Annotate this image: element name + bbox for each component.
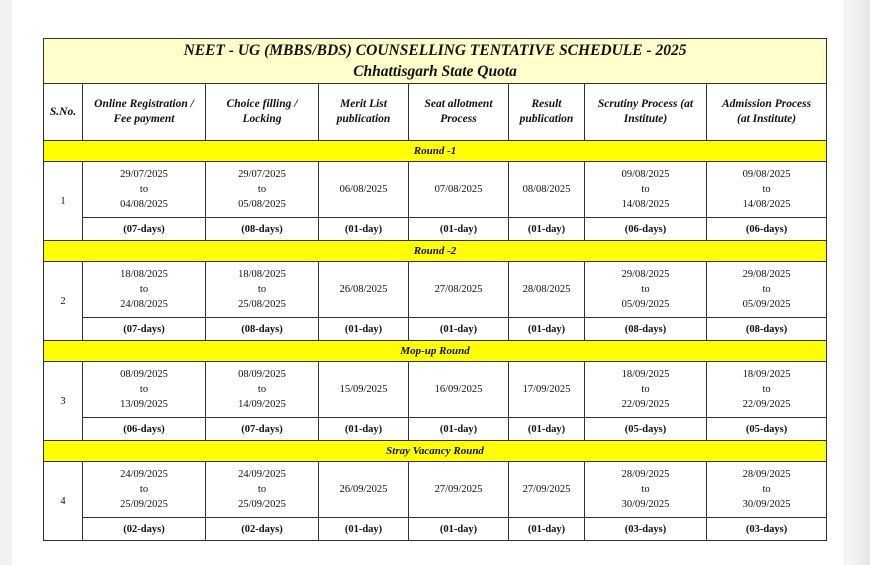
date-range-cell: [707, 362, 827, 418]
duration-cell: (08-days): [206, 218, 319, 241]
header-seat-allotment: Seat allotment Process: [409, 84, 509, 141]
date-range-cell: [585, 162, 707, 218]
duration-cell: (01-day): [319, 518, 409, 541]
serial-number: 3: [44, 362, 83, 441]
duration-cell: (07-days): [206, 418, 319, 441]
to-label: to: [257, 184, 267, 195]
duration-cell: (08-days): [585, 318, 707, 341]
duration-cell: (08-days): [707, 318, 827, 341]
start-date: 28/09/2025: [621, 469, 670, 480]
start-date: 24/09/2025: [120, 469, 168, 480]
date-range-cell: [206, 162, 319, 218]
duration-cell: (07-days): [83, 318, 206, 341]
duration-cell: (08-days): [206, 318, 319, 341]
to-label: to: [762, 184, 771, 195]
round-header-row: [44, 141, 827, 162]
allotment-date: 07/08/2025: [409, 162, 509, 218]
start-date: 29/07/2025: [120, 169, 168, 180]
serial-number: 1: [44, 162, 83, 241]
start-date: 18/08/2025: [120, 269, 168, 280]
duration-cell: (03-days): [585, 518, 707, 541]
to-label: to: [641, 284, 650, 295]
duration-cell: (02-days): [206, 518, 319, 541]
end-date: 25/08/2025: [238, 299, 286, 310]
end-date: 22/09/2025: [621, 399, 670, 410]
date-range-cell: [206, 362, 319, 418]
start-date: 28/09/2025: [742, 469, 791, 480]
end-date: 30/09/2025: [621, 499, 670, 510]
round-dates-row: [44, 162, 827, 218]
duration-cell: (01-day): [509, 418, 585, 441]
duration-cell: (07-days): [83, 218, 206, 241]
page-edge: [846, 0, 870, 565]
to-label: to: [762, 384, 771, 395]
allotment-date: 27/08/2025: [409, 262, 509, 318]
duration-cell: (06-days): [585, 218, 707, 241]
schedule-title: [44, 39, 827, 84]
start-date: 18/08/2025: [238, 269, 286, 280]
duration-cell: (01-day): [319, 218, 409, 241]
date-range-cell: [83, 262, 206, 318]
serial-number: 4: [44, 462, 83, 541]
to-label: to: [139, 284, 149, 295]
duration-cell: (05-days): [585, 418, 707, 441]
duration-cell: (01-day): [409, 318, 509, 341]
round-header-row: [44, 441, 827, 462]
date-range-cell: [585, 262, 707, 318]
header-result: Result publication: [509, 84, 585, 141]
to-label: to: [641, 384, 650, 395]
result-date: 27/09/2025: [509, 462, 585, 518]
to-label: to: [139, 484, 149, 495]
round-header-row: [44, 241, 827, 262]
title-line-1: NEET - UG (MBBS/BDS) COUNSELLING TENTATIVE SCHEDULE - 2025: [183, 42, 687, 59]
to-label: to: [762, 284, 771, 295]
round-duration-row: [44, 318, 827, 341]
date-range-cell: [707, 462, 827, 518]
schedule-table: [43, 38, 827, 541]
round-name: Stray Vacancy Round: [44, 441, 827, 462]
header-admission: Admission Process (at Institute): [707, 84, 827, 141]
end-date: 30/09/2025: [742, 499, 791, 510]
start-date: 24/09/2025: [238, 469, 286, 480]
duration-cell: (06-days): [83, 418, 206, 441]
round-duration-row: [44, 418, 827, 441]
duration-cell: (01-day): [409, 218, 509, 241]
end-date: 25/09/2025: [238, 499, 286, 510]
duration-cell: (01-day): [319, 318, 409, 341]
start-date: 09/08/2025: [621, 169, 670, 180]
start-date: 29/07/2025: [238, 169, 286, 180]
end-date: 14/09/2025: [238, 399, 286, 410]
duration-cell: (01-day): [509, 318, 585, 341]
start-date: 29/08/2025: [742, 269, 791, 280]
result-date: 28/08/2025: [509, 262, 585, 318]
header-merit-list: Merit List publication: [319, 84, 409, 141]
start-date: 18/09/2025: [621, 369, 670, 380]
merit-date: 26/09/2025: [319, 462, 409, 518]
date-range-cell: [83, 362, 206, 418]
merit-date: 15/09/2025: [319, 362, 409, 418]
start-date: 29/08/2025: [621, 269, 670, 280]
round-name: Round -1: [44, 141, 827, 162]
date-range-cell: [707, 162, 827, 218]
end-date: 14/08/2025: [621, 199, 670, 210]
round-header-row: [44, 341, 827, 362]
start-date: 18/09/2025: [742, 369, 791, 380]
to-label: to: [257, 384, 267, 395]
result-date: 17/09/2025: [509, 362, 585, 418]
end-date: 04/08/2025: [120, 199, 168, 210]
round-name: Round -2: [44, 241, 827, 262]
round-dates-row: [44, 462, 827, 518]
date-range-cell: [206, 262, 319, 318]
duration-cell: (05-days): [707, 418, 827, 441]
duration-cell: (02-days): [83, 518, 206, 541]
end-date: 05/09/2025: [621, 299, 670, 310]
allotment-date: 16/09/2025: [409, 362, 509, 418]
end-date: 25/09/2025: [120, 499, 168, 510]
to-label: to: [257, 284, 267, 295]
header-registration: Online Registration / Fee payment: [83, 84, 206, 141]
date-range-cell: [585, 362, 707, 418]
duration-cell: (01-day): [509, 218, 585, 241]
round-duration-row: [44, 518, 827, 541]
date-range-cell: [707, 262, 827, 318]
start-date: 09/08/2025: [742, 169, 791, 180]
duration-cell: (01-day): [409, 518, 509, 541]
to-label: to: [762, 484, 771, 495]
serial-number: 2: [44, 262, 83, 341]
round-dates-row: [44, 262, 827, 318]
start-date: 08/09/2025: [238, 369, 286, 380]
end-date: 14/08/2025: [742, 199, 791, 210]
to-label: to: [641, 484, 650, 495]
result-date: 08/08/2025: [509, 162, 585, 218]
header-row: [44, 84, 827, 141]
end-date: 22/09/2025: [742, 399, 791, 410]
allotment-date: 27/09/2025: [409, 462, 509, 518]
end-date: 24/08/2025: [120, 299, 168, 310]
round-duration-row: [44, 218, 827, 241]
duration-cell: (03-days): [707, 518, 827, 541]
date-range-cell: [83, 462, 206, 518]
to-label: to: [139, 384, 149, 395]
start-date: 08/09/2025: [120, 369, 168, 380]
duration-cell: (06-days): [707, 218, 827, 241]
to-label: to: [641, 184, 650, 195]
date-range-cell: [83, 162, 206, 218]
duration-cell: (01-day): [509, 518, 585, 541]
end-date: 05/09/2025: [742, 299, 791, 310]
header-choice-filling: Choice filling / Locking: [206, 84, 319, 141]
header-sno: S.No.: [44, 84, 83, 141]
end-date: 13/09/2025: [120, 399, 168, 410]
end-date: 05/08/2025: [238, 199, 286, 210]
date-range-cell: [206, 462, 319, 518]
merit-date: 26/08/2025: [319, 262, 409, 318]
to-label: to: [139, 184, 149, 195]
title-line-2: Chhattisgarh State Quota: [353, 63, 517, 80]
header-scrutiny: Scrutiny Process (at Institute): [585, 84, 707, 141]
to-label: to: [257, 484, 267, 495]
date-range-cell: [585, 462, 707, 518]
merit-date: 06/08/2025: [319, 162, 409, 218]
duration-cell: (01-day): [409, 418, 509, 441]
duration-cell: (01-day): [319, 418, 409, 441]
round-name: Mop-up Round: [44, 341, 827, 362]
round-dates-row: [44, 362, 827, 418]
